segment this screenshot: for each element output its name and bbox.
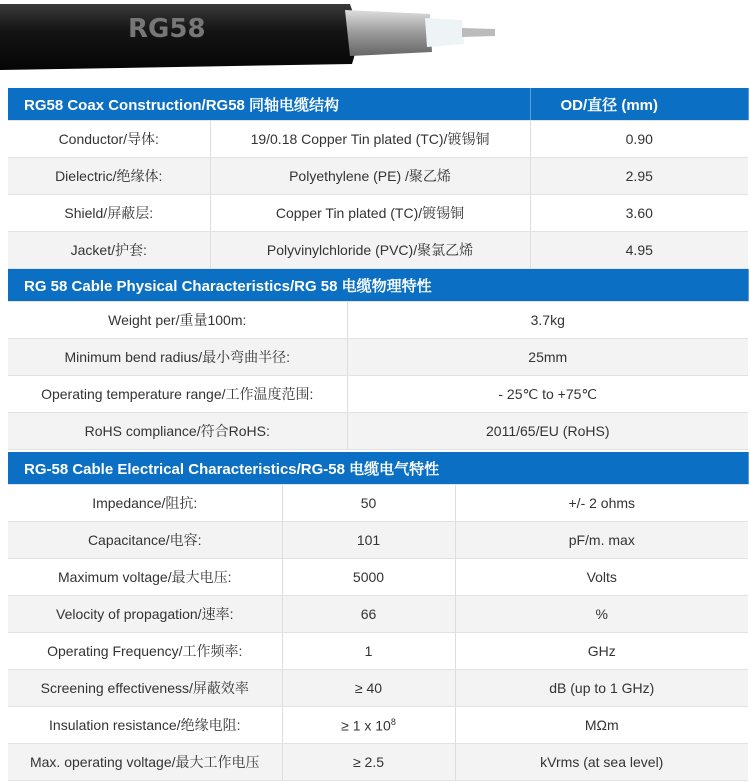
electrical-table bbox=[8, 452, 749, 781]
row-unit: Volts bbox=[455, 559, 748, 596]
row-label: Shield/屏蔽层: bbox=[8, 195, 210, 232]
row-label: RoHS compliance/符合RoHS: bbox=[8, 413, 347, 450]
row-value: ≥ 2.5 bbox=[282, 744, 455, 781]
row-label: Operating temperature range/工作温度范围: bbox=[8, 376, 347, 413]
row-label: Operating Frequency/工作频率: bbox=[8, 633, 282, 670]
row-value: 5000 bbox=[282, 559, 455, 596]
row-label: Conductor/导体: bbox=[8, 121, 210, 158]
row-material: Polyvinylchloride (PVC)/聚氯乙烯 bbox=[210, 232, 530, 269]
table-row bbox=[8, 121, 748, 158]
construction-table bbox=[8, 88, 749, 269]
table-row bbox=[8, 596, 748, 633]
row-od: 4.95 bbox=[530, 232, 748, 269]
row-value: 25mm bbox=[347, 339, 748, 376]
row-od: 0.90 bbox=[530, 121, 748, 158]
table-row bbox=[8, 485, 748, 522]
table-row bbox=[8, 633, 748, 670]
value-base: ≥ 1 x 10 bbox=[341, 717, 391, 734]
electrical-title: RG-58 Cable Electrical Characteristics/RG-58 电缆电气特性 bbox=[8, 452, 748, 485]
table-row bbox=[8, 376, 748, 413]
row-value: 50 bbox=[282, 485, 455, 522]
row-label: Weight per/重量100m: bbox=[8, 302, 347, 339]
row-unit: MΩm bbox=[455, 707, 748, 744]
table-row bbox=[8, 559, 748, 596]
table-row bbox=[8, 744, 748, 781]
row-value: 101 bbox=[282, 522, 455, 559]
table-row bbox=[8, 195, 748, 232]
table-row bbox=[8, 522, 748, 559]
row-label: Minimum bend radius/最小弯曲半径: bbox=[8, 339, 347, 376]
row-od: 2.95 bbox=[530, 158, 748, 195]
table-row bbox=[8, 413, 748, 450]
row-material: Copper Tin plated (TC)/镀锡铜 bbox=[210, 195, 530, 232]
od-title: OD/直径 (mm) bbox=[530, 88, 748, 121]
row-value: 66 bbox=[282, 596, 455, 633]
row-label: Maximum voltage/最大电压: bbox=[8, 559, 282, 596]
construction-title: RG58 Coax Construction/RG58 同轴电缆结构 bbox=[8, 88, 530, 121]
row-unit: dB (up to 1 GHz) bbox=[455, 670, 748, 707]
row-label: Max. operating voltage/最大工作电压 bbox=[8, 744, 282, 781]
row-label: Velocity of propagation/速率: bbox=[8, 596, 282, 633]
row-label: Dielectric/绝缘体: bbox=[8, 158, 210, 195]
row-label: Jacket/护套: bbox=[8, 232, 210, 269]
table-row bbox=[8, 302, 748, 339]
row-od: 3.60 bbox=[530, 195, 748, 232]
row-material: Polyethylene (PE) /聚乙烯 bbox=[210, 158, 530, 195]
row-value bbox=[282, 707, 455, 744]
row-unit: +/- 2 ohms bbox=[455, 485, 748, 522]
row-material: 19/0.18 Copper Tin plated (TC)/镀锡铜 bbox=[210, 121, 530, 158]
row-unit: kVrms (at sea level) bbox=[455, 744, 748, 781]
row-value: 2011/65/EU (RoHS) bbox=[347, 413, 748, 450]
row-label: Screening effectiveness/屏蔽效率 bbox=[8, 670, 282, 707]
value-exponent: 8 bbox=[390, 716, 396, 727]
row-label: Insulation resistance/绝缘电阻: bbox=[8, 707, 282, 744]
row-unit: GHz bbox=[455, 633, 748, 670]
row-label: Capacitance/电容: bbox=[8, 522, 282, 559]
table-row bbox=[8, 158, 748, 195]
row-value: 1 bbox=[282, 633, 455, 670]
table-row bbox=[8, 707, 748, 744]
row-value: - 25℃ to +75℃ bbox=[347, 376, 748, 413]
row-unit: pF/m. max bbox=[455, 522, 748, 559]
row-value: ≥ 40 bbox=[282, 670, 455, 707]
table-row bbox=[8, 670, 748, 707]
physical-title: RG 58 Cable Physical Characteristics/RG 58 电缆物理特性 bbox=[8, 269, 748, 302]
cable-print-label: RG58 bbox=[128, 14, 206, 44]
physical-table bbox=[8, 269, 749, 450]
cable-image bbox=[0, 0, 520, 80]
row-value: 3.7kg bbox=[347, 302, 748, 339]
table-row bbox=[8, 339, 748, 376]
row-label: Impedance/阻抗: bbox=[8, 485, 282, 522]
row-unit: % bbox=[455, 596, 748, 633]
table-row bbox=[8, 232, 748, 269]
